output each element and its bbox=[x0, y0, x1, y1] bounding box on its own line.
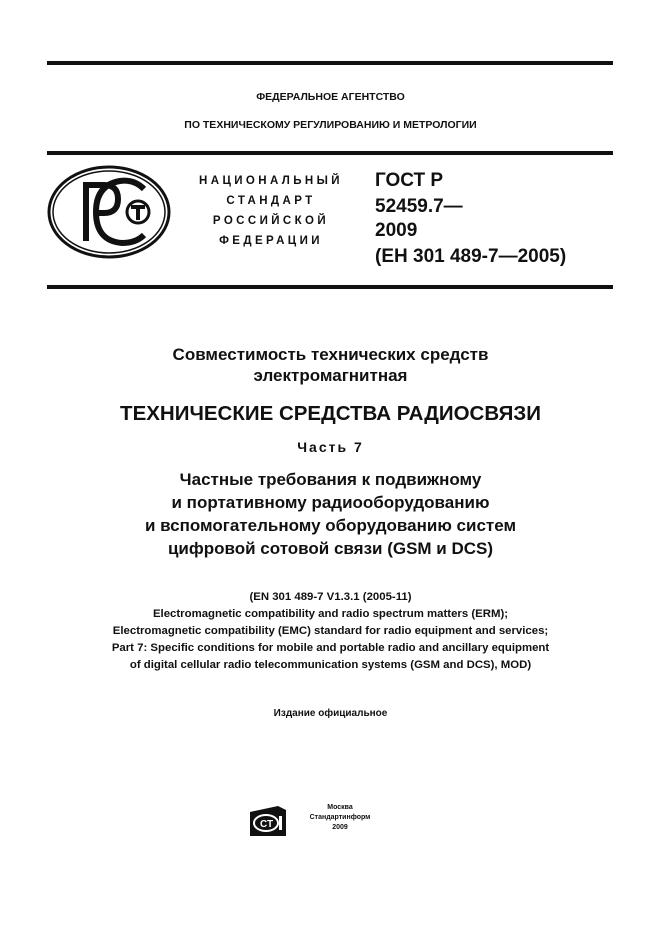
standard-type-line: РОССИЙСКОЙ bbox=[212, 215, 330, 227]
english-line: (EN 301 489-7 V1.3.1 (2005-11) bbox=[249, 591, 412, 603]
standartinform-logo-icon bbox=[248, 804, 288, 838]
publisher-name: Стандартинформ bbox=[309, 814, 371, 821]
publisher-city: Москва bbox=[327, 804, 353, 811]
main-heading: ТЕХНИЧЕСКИЕ СРЕДСТВА РАДИОСВЯЗИ bbox=[120, 402, 541, 425]
standard-type-line: НАЦИОНАЛЬНЫЙ bbox=[199, 175, 343, 187]
designation-line: (ЕН 301 489-7—2005) bbox=[375, 246, 567, 267]
english-title bbox=[0, 589, 661, 674]
designation-line: 52459.7— bbox=[375, 196, 463, 217]
english-line: of digital cellular radio telecommunication systems (GSM and DCS), MOD) bbox=[129, 659, 532, 671]
svg-text:СТ: СТ bbox=[260, 819, 274, 830]
standard-type bbox=[178, 171, 364, 251]
part-number: Часть 7 bbox=[297, 439, 364, 455]
subtitle-line: Частные требования к подвижному bbox=[179, 470, 482, 489]
subtitle bbox=[0, 468, 661, 560]
title-line-2: электромагнитная bbox=[253, 366, 408, 385]
header-rule bbox=[47, 151, 613, 155]
english-line: Part 7: Specific conditions for mobile and portable radio and ancillary equipment bbox=[111, 642, 550, 654]
designation-line: 2009 bbox=[375, 220, 418, 241]
subtitle-line: и портативному радиооборудованию bbox=[171, 493, 490, 512]
standard-type-line: ФЕДЕРАЦИИ bbox=[219, 235, 323, 247]
rst-logo-icon bbox=[46, 163, 172, 261]
designation bbox=[375, 168, 566, 270]
agency-line-1: ФЕДЕРАЛЬНОЕ АГЕНТСТВО bbox=[256, 91, 405, 103]
standard-type-line: СТАНДАРТ bbox=[226, 195, 316, 207]
agency-line-2: ПО ТЕХНИЧЕСКОМУ РЕГУЛИРОВАНИЮ И МЕТРОЛОГИИ bbox=[184, 119, 477, 131]
publication-year: 2009 bbox=[332, 824, 348, 831]
subtitle-line: и вспомогательному оборудованию систем bbox=[144, 516, 517, 535]
edition-label: Издание официальное bbox=[273, 708, 388, 719]
publisher-info bbox=[300, 803, 380, 833]
title-line-1: Совместимость технических средств bbox=[172, 345, 489, 364]
top-rule bbox=[47, 61, 613, 65]
subtitle-line: цифровой сотовой связи (GSM и DCS) bbox=[167, 539, 494, 558]
english-line: Electromagnetic compatibility and radio spectrum matters (ERM); bbox=[152, 608, 509, 620]
designation-line: ГОСТ Р bbox=[375, 170, 444, 191]
designation-rule bbox=[47, 285, 613, 289]
english-line: Electromagnetic compatibility (EMC) standard for radio equipment and services; bbox=[112, 625, 549, 637]
